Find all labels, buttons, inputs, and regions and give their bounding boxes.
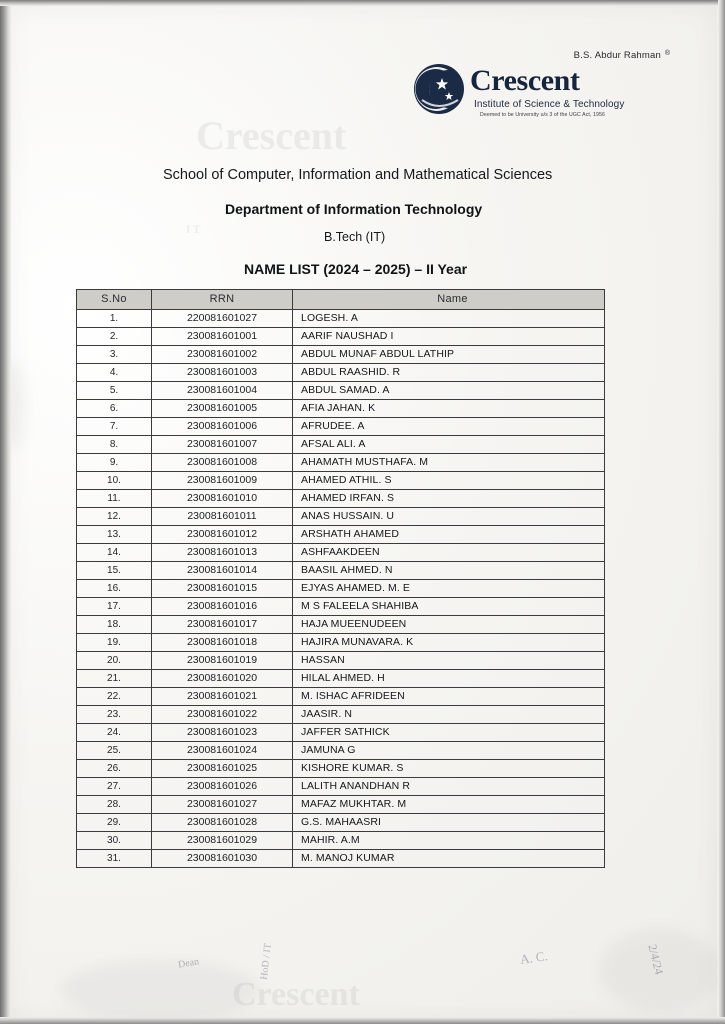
cell-name: AFSAL ALI. A — [293, 436, 605, 454]
cell-rrn: 230081601024 — [152, 742, 293, 760]
cell-name: AHAMED IRFAN. S — [293, 490, 605, 508]
cell-rrn: 230081601003 — [152, 364, 293, 382]
table-row — [77, 436, 605, 454]
name-list-table-container — [76, 289, 595, 868]
cell-name: ASHFAAKDEEN — [293, 544, 605, 562]
cell-sno: 18. — [77, 616, 152, 634]
table-row — [77, 814, 605, 832]
cell-sno: 31. — [77, 850, 152, 868]
cell-name: HAJIRA MUNAVARA. K — [293, 634, 605, 652]
cell-rrn: 230081601015 — [152, 580, 293, 598]
table-row — [77, 706, 605, 724]
logo-tagline: B.S. Abdur Rahman — [573, 50, 661, 61]
cell-rrn: 230081601004 — [152, 382, 293, 400]
cell-rrn: 230081601014 — [152, 562, 293, 580]
cell-sno: 14. — [77, 544, 152, 562]
table-row — [77, 580, 605, 598]
table-row — [77, 382, 605, 400]
scan-smudge — [60, 960, 260, 1020]
table-row — [77, 364, 605, 382]
cell-name: ANAS HUSSAIN. U — [293, 508, 605, 526]
cell-rrn: 220081601027 — [152, 310, 293, 328]
cell-rrn: 230081601008 — [152, 454, 293, 472]
cell-name: LOGESH. A — [293, 310, 605, 328]
crescent-star-logo-icon — [412, 62, 466, 116]
cell-sno: 8. — [77, 436, 152, 454]
table-row — [77, 760, 605, 778]
cell-rrn: 230081601002 — [152, 346, 293, 364]
cell-sno: 22. — [77, 688, 152, 706]
table-row — [77, 490, 605, 508]
handwriting-mid: HoD / IT — [258, 942, 274, 981]
cell-rrn: 230081601017 — [152, 616, 293, 634]
cell-name: AFIA JAHAN. K — [293, 400, 605, 418]
scan-edge-right — [718, 0, 725, 1024]
table-row — [77, 670, 605, 688]
cell-rrn: 230081601001 — [152, 328, 293, 346]
cell-sno: 12. — [77, 508, 152, 526]
logo-subtitle: Institute of Science & Technology — [474, 99, 625, 110]
table-row — [77, 346, 605, 364]
table-row — [77, 400, 605, 418]
column-header-sno: S.No — [77, 290, 152, 310]
table-row — [77, 562, 605, 580]
table-row — [77, 832, 605, 850]
cell-sno: 13. — [77, 526, 152, 544]
table-body — [77, 310, 605, 868]
cell-rrn: 230081601025 — [152, 760, 293, 778]
cell-sno: 10. — [77, 472, 152, 490]
cell-name: MAHIR. A.M — [293, 832, 605, 850]
cell-rrn: 230081601005 — [152, 400, 293, 418]
cell-rrn: 230081601011 — [152, 508, 293, 526]
handwriting-signature: A. C. — [519, 948, 549, 967]
cell-name: M S FALEELA SHAHIBA — [293, 598, 605, 616]
cell-sno: 29. — [77, 814, 152, 832]
table-row — [77, 544, 605, 562]
cell-sno: 6. — [77, 400, 152, 418]
scan-edge-bottom — [0, 1017, 725, 1024]
column-header-rrn: RRN — [152, 290, 293, 310]
cell-rrn: 230081601013 — [152, 544, 293, 562]
cell-name: AHAMATH MUSTHAFA. M — [293, 454, 605, 472]
table-row — [77, 616, 605, 634]
cell-sno: 7. — [77, 418, 152, 436]
column-header-name: Name — [293, 290, 605, 310]
school-heading: School of Computer, Information and Mathematical Sciences — [163, 167, 553, 183]
cell-rrn: 230081601007 — [152, 436, 293, 454]
cell-name: BAASIL AHMED. N — [293, 562, 605, 580]
table-header — [77, 290, 605, 310]
programme-heading: B.Tech (IT) — [324, 230, 386, 244]
cell-name: ABDUL SAMAD. A — [293, 382, 605, 400]
table-row — [77, 526, 605, 544]
cell-sno: 11. — [77, 490, 152, 508]
table-row — [77, 310, 605, 328]
cell-name: KISHORE KUMAR. S — [293, 760, 605, 778]
cell-name: ABDUL RAASHID. R — [293, 364, 605, 382]
logo-fine-print: Deemed to be University u/s 3 of the UGC Act, 1956 — [480, 112, 605, 118]
cell-name: AARIF NAUSHAD I — [293, 328, 605, 346]
cell-sno: 5. — [77, 382, 152, 400]
cell-name: M. ISHAC AFRIDEEN — [293, 688, 605, 706]
scan-edge-top — [0, 0, 725, 6]
table-row — [77, 796, 605, 814]
cell-rrn: 230081601012 — [152, 526, 293, 544]
cell-rrn: 230081601020 — [152, 670, 293, 688]
table-row — [77, 688, 605, 706]
cell-sno: 20. — [77, 652, 152, 670]
table-row — [77, 724, 605, 742]
cell-name: G.S. MAHAASRI — [293, 814, 605, 832]
cell-rrn: 230081601027 — [152, 796, 293, 814]
cell-name: JAMUNA G — [293, 742, 605, 760]
institute-logo — [412, 50, 670, 126]
cell-name: AHAMED ATHIL. S — [293, 472, 605, 490]
cell-sno: 3. — [77, 346, 152, 364]
cell-rrn: 230081601018 — [152, 634, 293, 652]
cell-sno: 24. — [77, 724, 152, 742]
page-title: NAME LIST (2024 – 2025) – II Year — [244, 261, 468, 277]
cell-name: JAFFER SATHICK — [293, 724, 605, 742]
cell-name: M. MANOJ KUMAR — [293, 850, 605, 868]
table-row — [77, 508, 605, 526]
cell-sno: 1. — [77, 310, 152, 328]
logo-wordmark: Crescent — [470, 64, 580, 97]
cell-sno: 30. — [77, 832, 152, 850]
cell-sno: 16. — [77, 580, 152, 598]
cell-rrn: 230081601016 — [152, 598, 293, 616]
handwriting-left: Dean — [177, 956, 200, 971]
cell-sno: 9. — [77, 454, 152, 472]
registered-trademark-symbol: ® — [664, 50, 670, 57]
cell-name: LALITH ANANDHAN R — [293, 778, 605, 796]
cell-sno: 28. — [77, 796, 152, 814]
table-row — [77, 742, 605, 760]
cell-name: MAFAZ MUKHTAR. M — [293, 796, 605, 814]
cell-rrn: 230081601009 — [152, 472, 293, 490]
department-heading: Department of Information Technology — [225, 201, 483, 217]
cell-name: AFRUDEE. A — [293, 418, 605, 436]
table-row — [77, 652, 605, 670]
cell-rrn: 230081601010 — [152, 490, 293, 508]
table-row — [77, 850, 605, 868]
table-row — [77, 778, 605, 796]
cell-sno: 21. — [77, 670, 152, 688]
cell-name: ABDUL MUNAF ABDUL LATHIP — [293, 346, 605, 364]
table-row — [77, 598, 605, 616]
name-list-table — [76, 289, 605, 868]
cell-name: ARSHATH AHAMED — [293, 526, 605, 544]
cell-rrn: 230081601028 — [152, 814, 293, 832]
table-row — [77, 634, 605, 652]
cell-sno: 2. — [77, 328, 152, 346]
scan-smudge — [600, 930, 720, 1010]
cell-name: HASSAN — [293, 652, 605, 670]
cell-name: HILAL AHMED. H — [293, 670, 605, 688]
table-row — [77, 328, 605, 346]
cell-rrn: 230081601023 — [152, 724, 293, 742]
table-row — [77, 454, 605, 472]
cell-sno: 26. — [77, 760, 152, 778]
cell-name: EJYAS AHAMED. M. E — [293, 580, 605, 598]
table-row — [77, 472, 605, 490]
handwriting-date: 2/4/24 — [645, 942, 667, 976]
table-header-row — [77, 290, 605, 310]
cell-sno: 25. — [77, 742, 152, 760]
cell-name: HAJA MUEENUDEEN — [293, 616, 605, 634]
cell-sno: 27. — [77, 778, 152, 796]
cell-rrn: 230081601006 — [152, 418, 293, 436]
table-row — [77, 418, 605, 436]
cell-rrn: 230081601021 — [152, 688, 293, 706]
cell-rrn: 230081601022 — [152, 706, 293, 724]
cell-rrn: 230081601026 — [152, 778, 293, 796]
cell-name: JAASIR. N — [293, 706, 605, 724]
cell-sno: 17. — [77, 598, 152, 616]
scan-edge-left — [0, 0, 11, 1024]
cell-rrn: 230081601029 — [152, 832, 293, 850]
cell-rrn: 230081601019 — [152, 652, 293, 670]
cell-sno: 4. — [77, 364, 152, 382]
cell-rrn: 230081601030 — [152, 850, 293, 868]
cell-sno: 19. — [77, 634, 152, 652]
cell-sno: 15. — [77, 562, 152, 580]
cell-sno: 23. — [77, 706, 152, 724]
